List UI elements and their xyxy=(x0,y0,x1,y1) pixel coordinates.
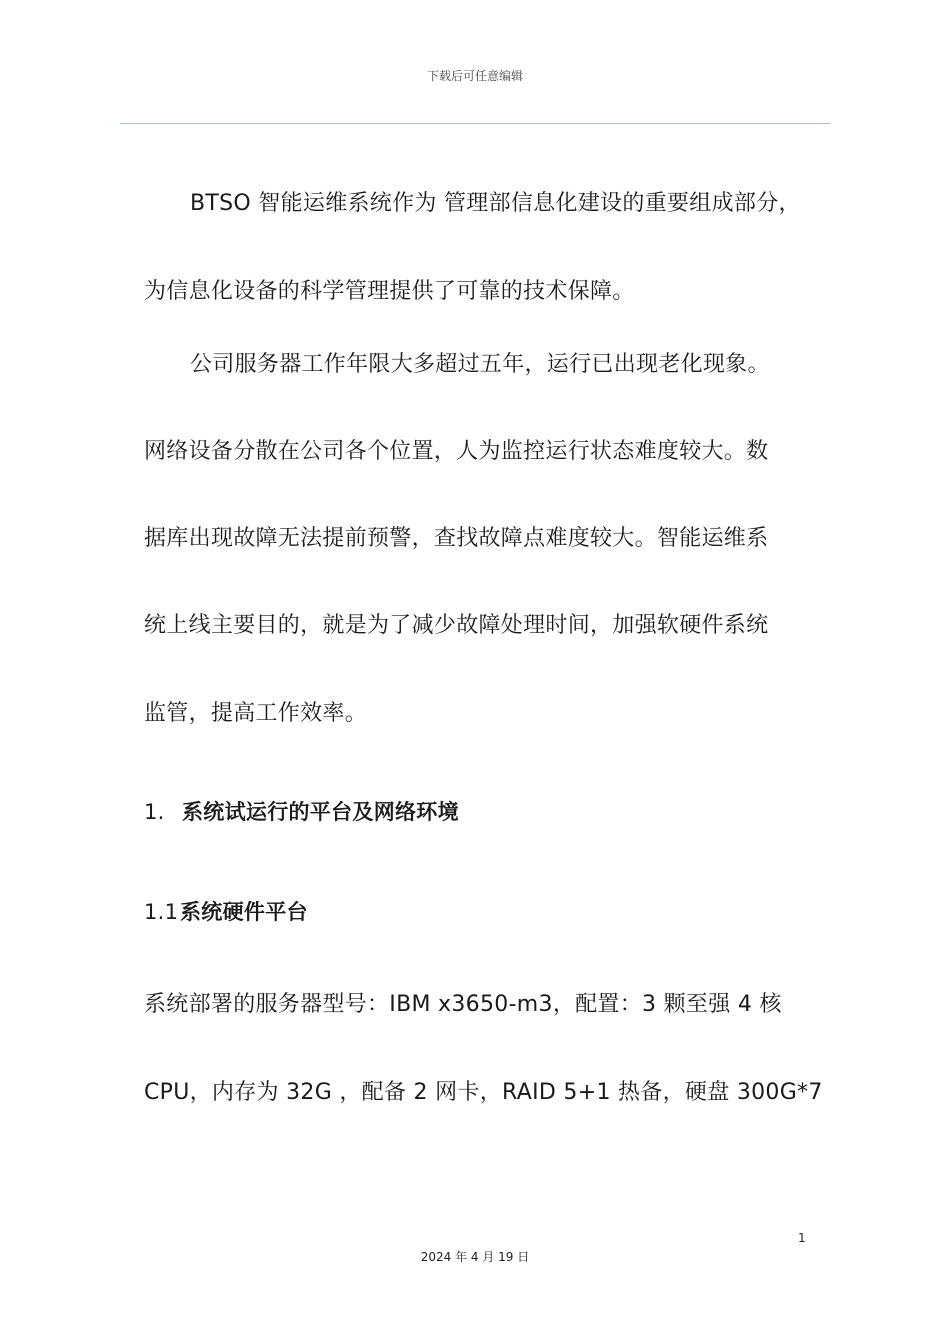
paragraph-1-line-2: 为信息化设备的科学管理提供了可靠的技术保障。 xyxy=(144,279,635,304)
paragraph-3-line-2: CPU，内存为 32G ，配备 2 网卡，RAID 5+1 热备，硬盘 300G*7 xyxy=(144,1080,823,1105)
paragraph-2-line-1: 公司服务器工作年限大多超过五年，运行已出现老化现象。 xyxy=(190,352,770,377)
paragraph-3-line-1: 系统部署的服务器型号：IBM x3650-m3，配置：3 颗至强 4 核 xyxy=(144,992,782,1017)
section-heading-1-1-number: 1.1 xyxy=(144,900,179,924)
section-heading-1 xyxy=(144,796,459,826)
page-header: 下载后可任意编辑 xyxy=(426,69,523,83)
section-heading-1-1 xyxy=(144,896,308,926)
header-divider xyxy=(120,123,830,124)
paragraph-2-line-5: 监管，提高工作效率。 xyxy=(144,701,368,726)
paragraph-1-line-1: BTSO 智能运维系统作为 管理部信息化建设的重要组成部分， xyxy=(190,191,801,216)
paragraph-2-line-3: 据库出现故障无法提前预警，查找故障点难度较大。智能运维系 xyxy=(144,526,769,551)
paragraph-2-line-2: 网络设备分散在公司各个位置，人为监控运行状态难度较大。数 xyxy=(144,439,769,464)
section-heading-1-number: 1. xyxy=(144,800,165,824)
page-number: 1 xyxy=(798,1231,806,1245)
section-heading-1-title: 系统试运行的平台及网络环境 xyxy=(182,800,459,824)
footer-date: 2024 年 4 月 19 日 xyxy=(420,1250,530,1264)
paragraph-2-line-4: 统上线主要目的，就是为了减少故障处理时间，加强软硬件系统 xyxy=(144,613,769,638)
section-heading-1-1-title: 系统硬件平台 xyxy=(180,900,308,924)
